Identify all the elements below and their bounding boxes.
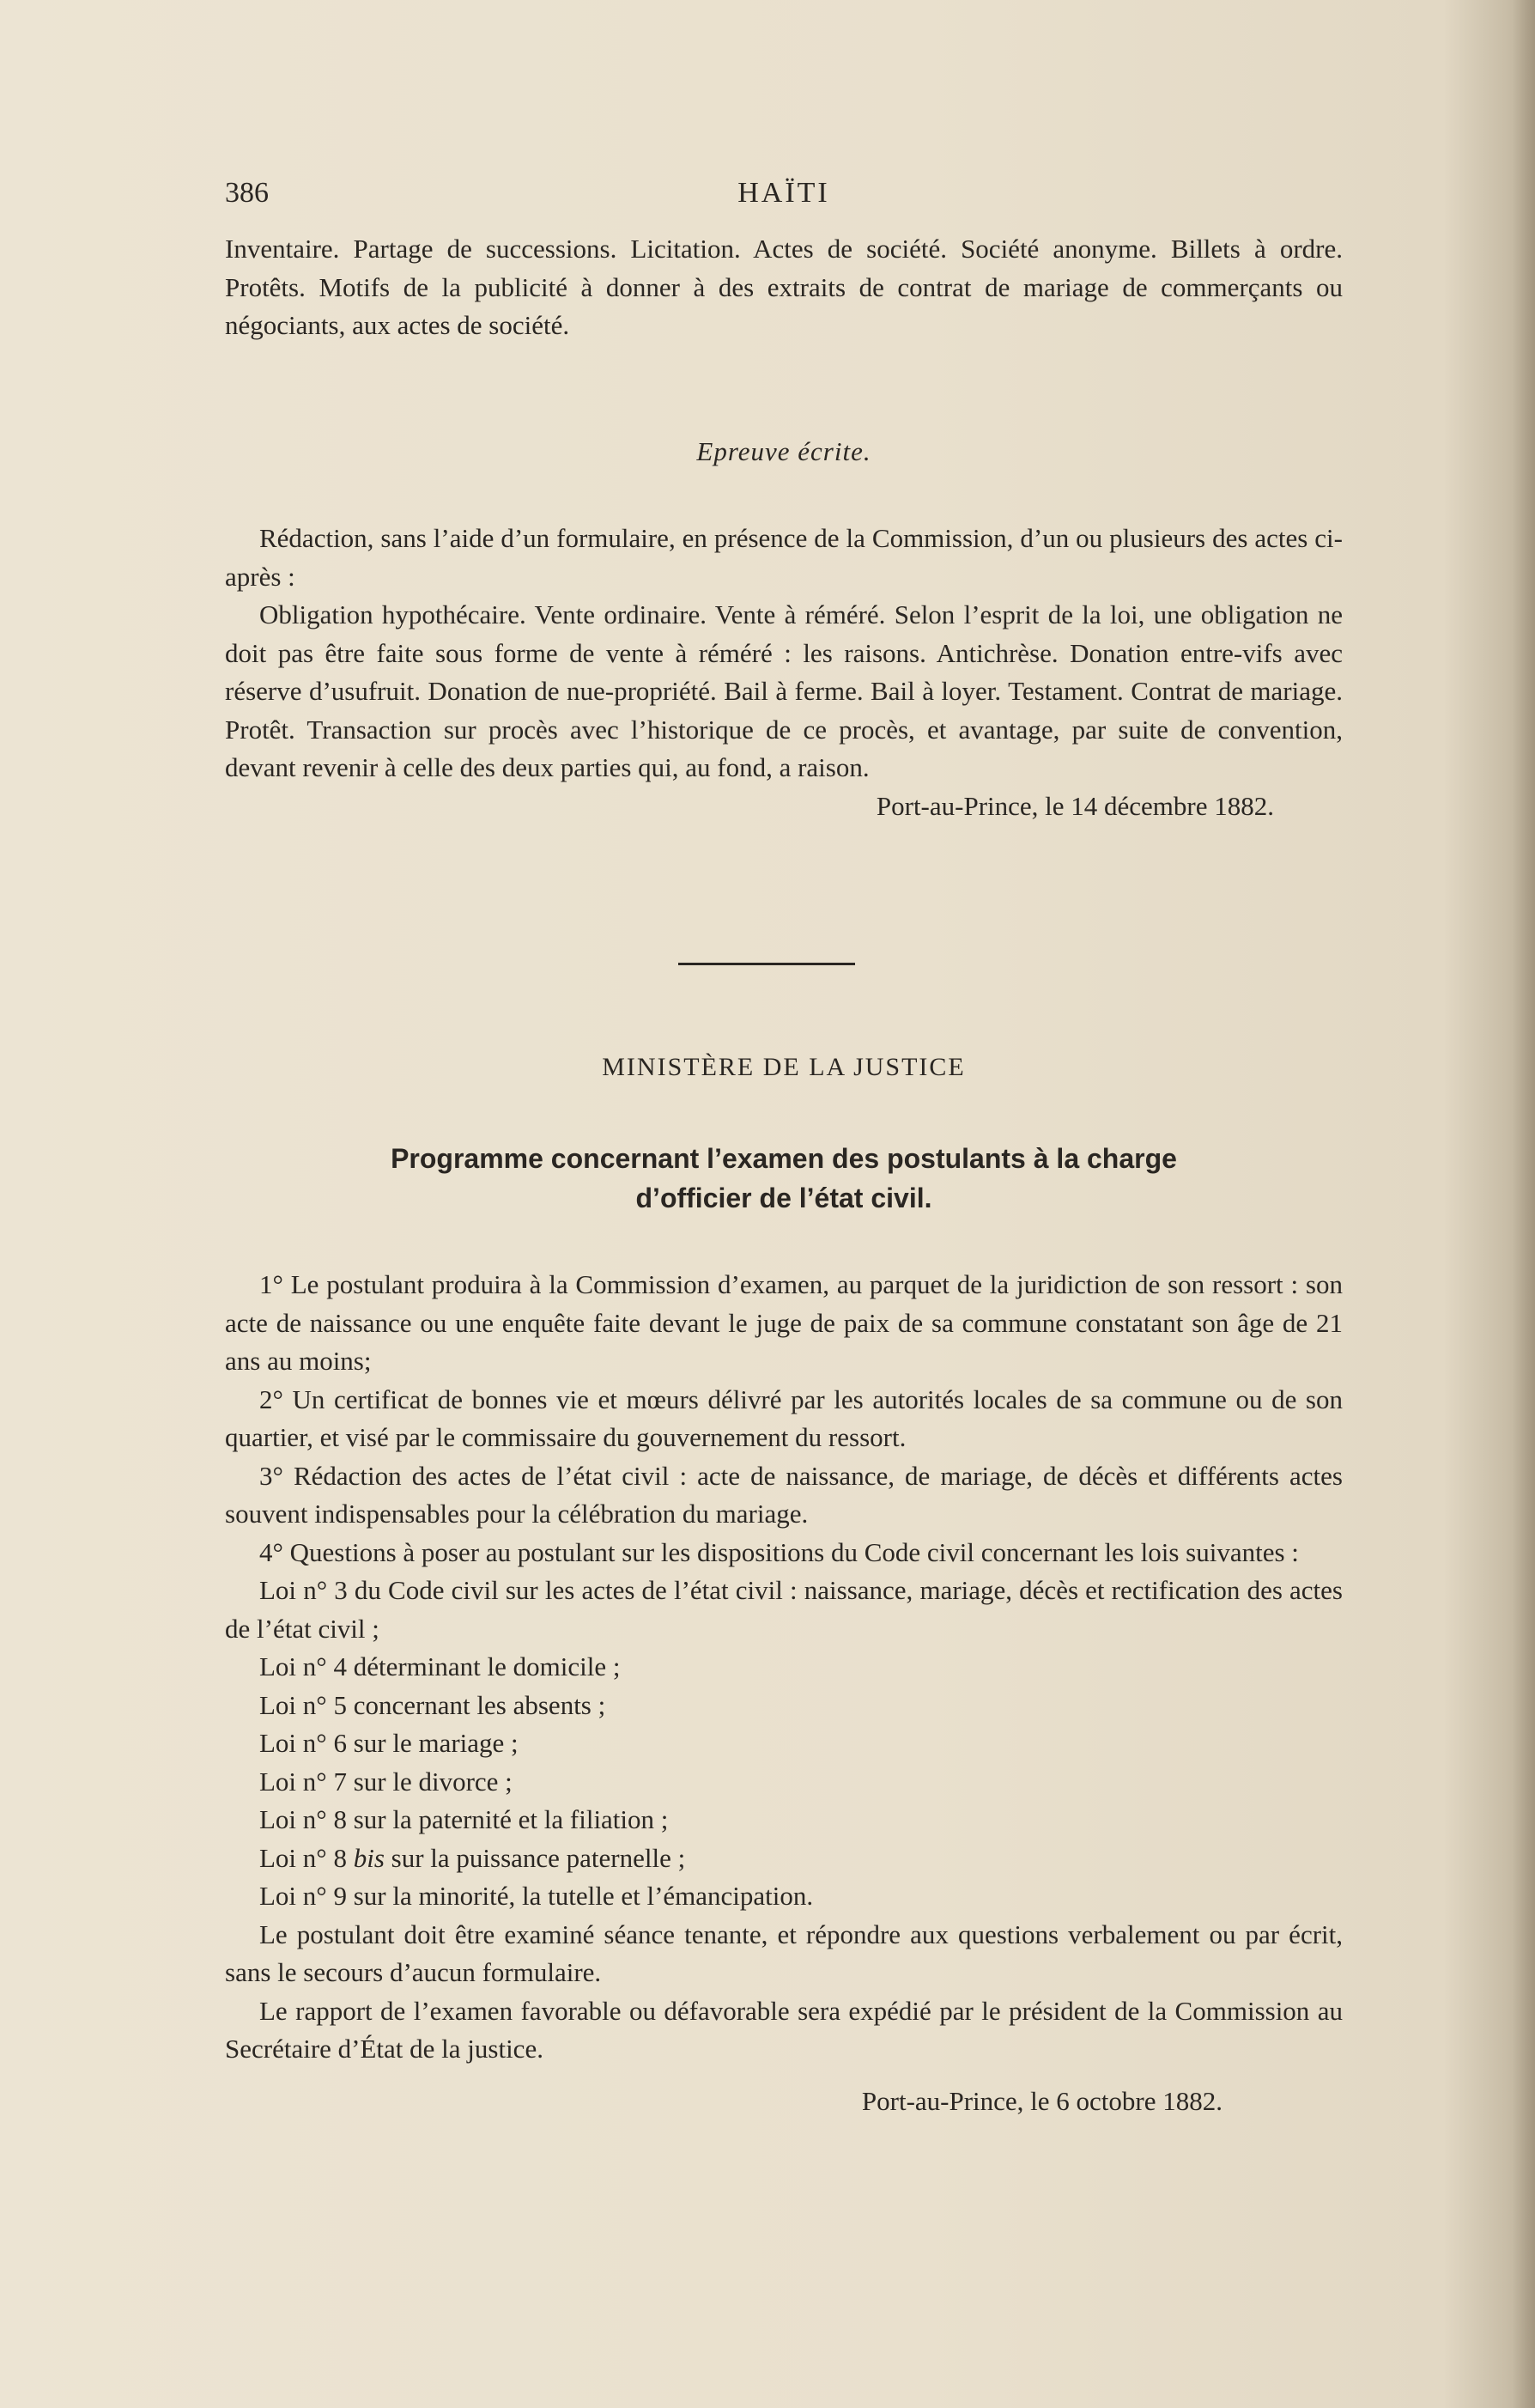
- programme-body: [225, 1266, 1343, 2120]
- programme-title-line-1: Programme concernant l’examen des postulants à la charge: [391, 1143, 1177, 1174]
- loi-6: Loi n° 6 sur le mariage ;: [259, 1728, 519, 1758]
- programme-title: [225, 1139, 1343, 1218]
- loi-8-bis-marker: bis: [353, 1842, 385, 1873]
- running-title: HAÏTI: [737, 177, 830, 209]
- continuation-block: [225, 230, 1343, 345]
- loi-9: Loi n° 9 sur la minorité, la tutelle et l’émancipation.: [259, 1881, 814, 1911]
- loi-8: Loi n° 8 sur la paternité et la filiation ;: [259, 1804, 669, 1834]
- programme-signoff: Port-au-Prince, le 6 octobre 1882.: [861, 2085, 1223, 2116]
- page-number: 386: [225, 177, 269, 209]
- epreuve-heading: Epreuve écrite.: [696, 436, 871, 466]
- ministry-heading: MINISTÈRE DE LA JUSTICE: [602, 1053, 966, 1081]
- page-header: [225, 177, 1343, 220]
- programme-rapport-paragraph: Le rapport de l’examen favorable ou défavorable sera expédié par le président de la Commission au Secrétaire d’État de la justice.: [225, 1995, 1343, 2064]
- epreuve-signoff: Port-au-Prince, le 14 décembre 1882.: [876, 790, 1274, 821]
- programme-item-1: 1° Le postulant produira à la Commission d’examen, au parquet de la juridiction de son ressort : son acte de naissance ou une enquête faite devant le juge de paix de sa commune constatant son âge de 21 ans au moins;: [225, 1269, 1343, 1376]
- epreuve-section: [225, 436, 1343, 467]
- epreuve-body: [225, 520, 1343, 825]
- programme-exam-paragraph: Le postulant doit être examiné séance tenante, et répondre aux questions verbalement ou par écrit, sans le secours d’aucun formulaire.: [225, 1918, 1343, 1987]
- epreuve-intro: Rédaction, sans l’aide d’un formulaire, en présence de la Commission, d’un ou plusieurs des actes ci-après :: [225, 523, 1343, 592]
- page-edge-shadow: [1513, 0, 1535, 2408]
- epreuve-list: Obligation hypothécaire. Vente ordinaire. Vente à réméré. Selon l’esprit de la loi, une obligation ne doit pas être faite sous forme de vente à réméré : les raisons. Antichrèse. Donation entre-vifs avec réserve d’usufruit. Donation de nue-propriété. Bail à ferme. Bail à loyer. Testament. Contrat de mariage. Protêt. Transaction sur procès avec l’historique de ce procès, et avantage, par suite de convention, devant revenir à celle des deux parties qui, au fond, a raison.: [225, 599, 1343, 782]
- loi-8-bis-suffix: sur la puissance paternelle ;: [384, 1842, 686, 1873]
- loi-8-bis-prefix: Loi n° 8: [259, 1842, 354, 1873]
- loi-4: Loi n° 4 déterminant le domicile ;: [259, 1651, 621, 1681]
- loi-3: Loi n° 3 du Code civil sur les actes de l’état civil : naissance, mariage, décès et rectification des actes de l’état civil ;: [225, 1575, 1343, 1644]
- loi-5: Loi n° 5 concernant les absents ;: [259, 1689, 606, 1720]
- programme-item-2: 2° Un certificat de bonnes vie et mœurs délivré par les autorités locales de sa commune ou de son quartier, et visé par le commissaire du gouvernement du ressort.: [225, 1383, 1343, 1452]
- programme-item-3: 3° Rédaction des actes de l’état civil : acte de naissance, de mariage, de décès et différents actes souvent indispensables pour la célébration du mariage.: [225, 1460, 1343, 1529]
- loi-8-bis: [225, 1839, 1343, 1878]
- programme-title-line-2: d’officier de l’état civil.: [635, 1183, 932, 1213]
- continuation-paragraph: Inventaire. Partage de successions. Licitation. Actes de société. Société anonyme. Billets à ordre. Protêts. Motifs de la publicité à donner à des extraits de contrat de mariage de commerçants ou négociants, aux actes de société.: [225, 234, 1343, 340]
- section-divider: [678, 963, 855, 965]
- programme-item-4: 4° Questions à poser au postulant sur les dispositions du Code civil concernant les lois suivantes :: [259, 1536, 1299, 1567]
- loi-7: Loi n° 7 sur le divorce ;: [259, 1766, 513, 1797]
